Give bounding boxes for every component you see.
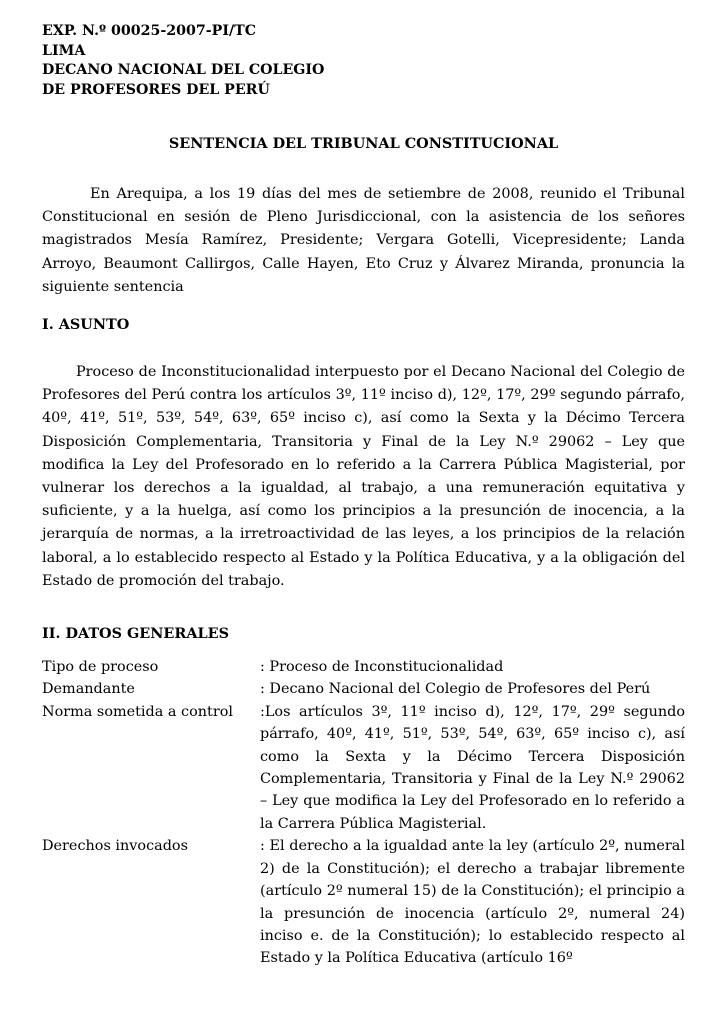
row-value: : Proceso de Inconstitucionalidad [260,659,504,676]
row-label: Derechos invocados [42,838,188,855]
table-row [42,835,685,969]
document-page [42,22,685,970]
section-heading-datos-generales: II. DATOS GENERALES [42,625,229,643]
intro-paragraph: En Arequipa, a los 19 días del mes de setiembre de 2008, reunido el Tribunal Constitucional en sesión de Pleno Jurisdiccional, con la asistencia de los señores magistrados Mesía Ramírez, Presidente; Vergara Gotelli, Vicepresidente; Landa Arroyo, Beaumont Callirgos, Calle Hayen, Eto Cruz y Álvarez Miranda, pronuncia la siguiente sentencia [42,186,685,295]
section-heading-asunto: I. ASUNTO [42,316,130,334]
row-label: Norma sometida a control [42,703,233,720]
table-row [42,656,685,678]
row-label: Demandante [42,681,135,698]
asunto-paragraph: Proceso de Inconstitucionalidad interpuesto por el Decano Nacional del Colegio de Profesores del Perú contra los artículos 3º, 11º inciso d), 12º, 17º, 29º segundo párrafo, 40º, 41º, 51º, 53º, 54º, 63º, 65º inciso c), así como la Sexta y la Décimo Tercera Disposición Complementaria, Transitoria y Final de la Ley N.º 29062 – Ley que modifica la Ley del Profesorado en lo referido a la Carrera Pública Magisterial, por vulnerar los derechos a la igualdad, al trabajo, a una remuneración equitativa y suficiente, y a la huelga, así como los principios a la presunción de inocencia, a la jerarquía de normas, a la irretroactividad de las leyes, a los principios de la relación laboral, a lo establecido respecto al Estado y la Política Educativa, y a la obligación del Estado de promoción del trabajo. [42,364,685,589]
city: LIMA [42,42,86,59]
general-data-table [42,656,685,970]
row-value: : El derecho a la igualdad ante la ley (artículo 2º, numeral 2) de la Constitución); el derecho a trabajar libremente (artículo 2º numeral 15) de la Constitución); el principio a la presunción de inocencia (artículo 2º, numeral 24) inciso e. de la Constitución); lo establecido respecto al Estado y la Política Educativa (artículo 16º [260,838,685,967]
row-label: Tipo de proceso [42,659,159,676]
table-row [42,678,685,700]
party-line-1: DECANO NACIONAL DEL COLEGIO [42,62,325,78]
row-value: : Decano Nacional del Colegio de Profesores del Perú [260,681,651,698]
row-value: :Los artículos 3º, 11º inciso d), 12º, 17º, 29º segundo párrafo, 40º, 41º, 51º, 53º, 54º, 63º, 65º inciso c), así como la Sexta y la Décimo Tercera Disposición Complementaria, Transitoria y Final de la Ley N.º 29062 – Ley que modifica la Ley del Profesorado en lo referido a la Carrera Pública Magisterial. [260,703,685,832]
party-line-2: DE PROFESORES DEL PERÚ [42,81,270,98]
document-title: SENTENCIA DEL TRIBUNAL CONSTITUCIONAL [168,135,559,152]
expediente-number: EXP. N.º 00025-2007-PI/TC [42,23,257,39]
table-row [42,701,685,835]
